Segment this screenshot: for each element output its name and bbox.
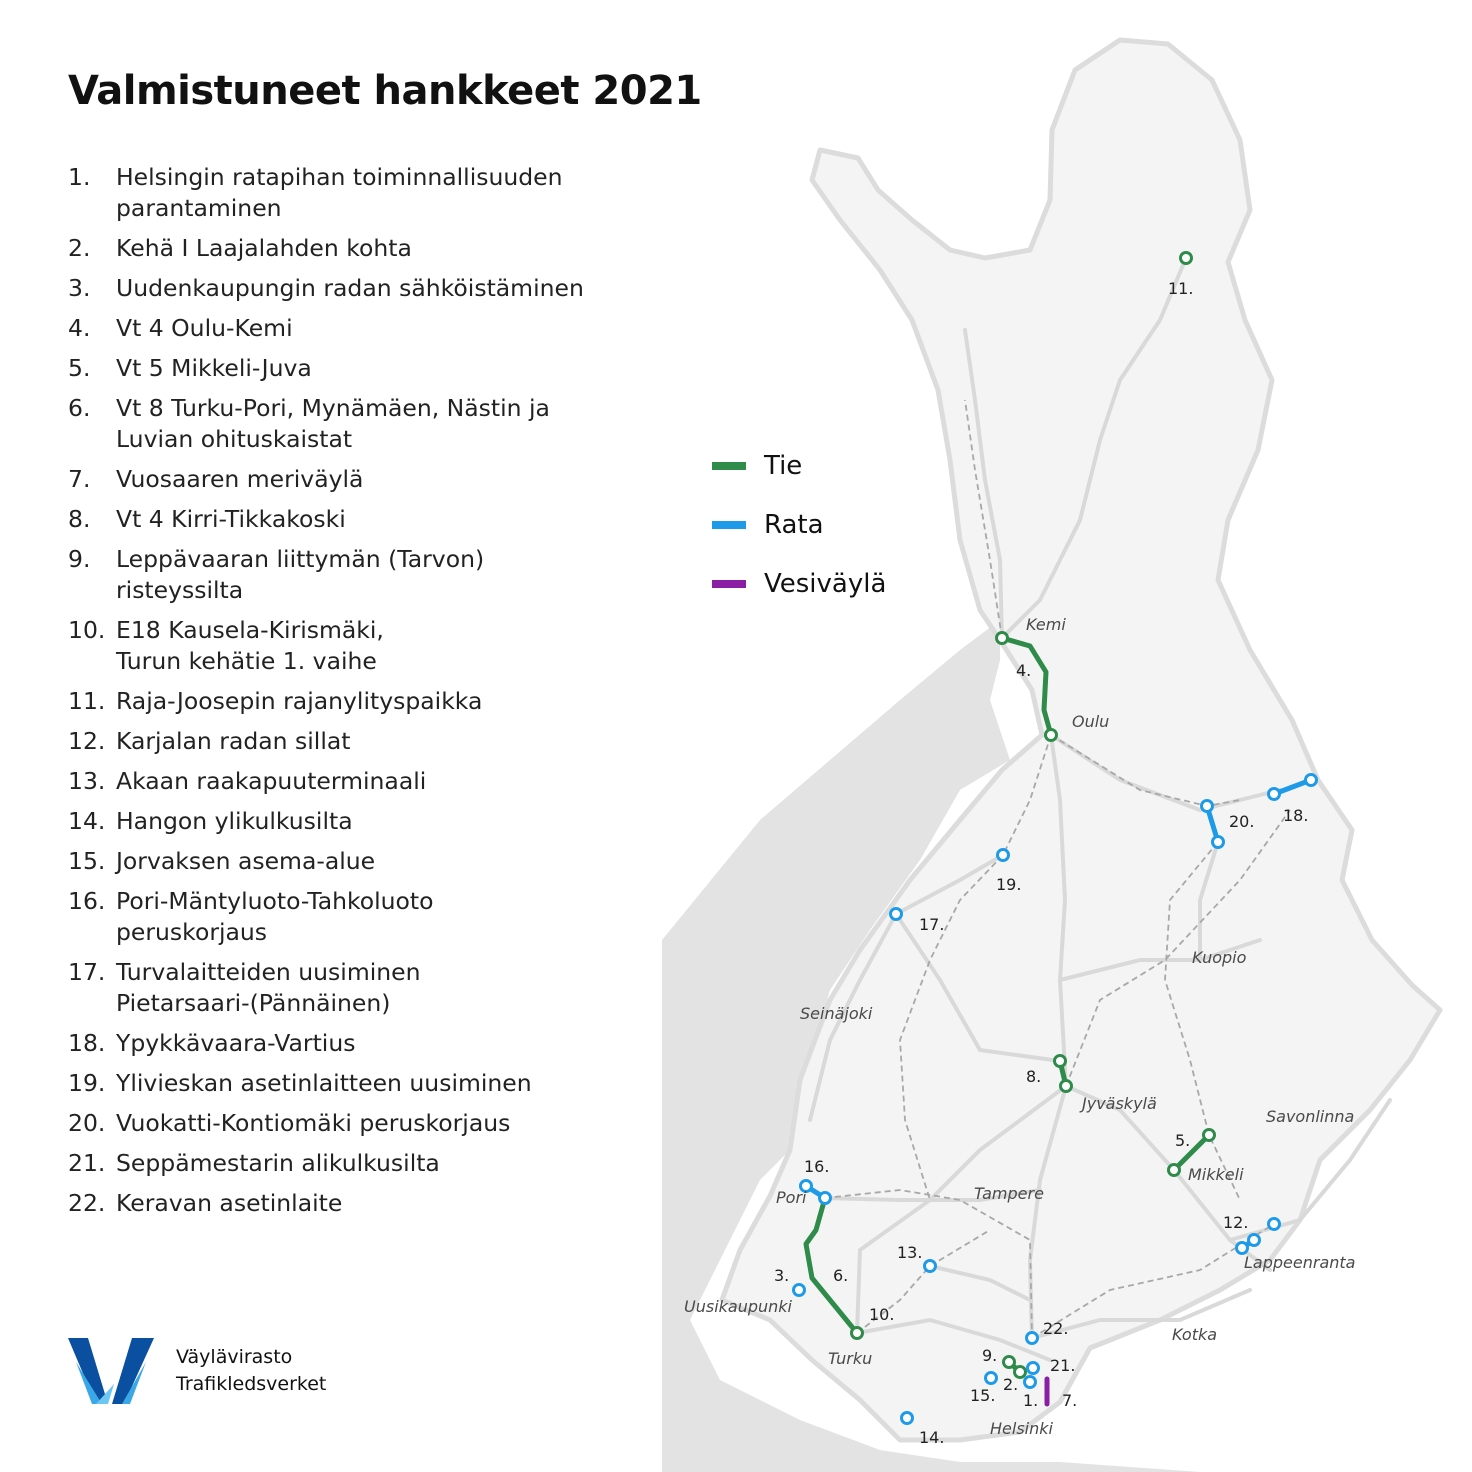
project-number: 12. [68,727,106,755]
project-name: Turvalaitteiden uusiminen Pietarsaari-(Pännäinen) [116,958,421,1017]
legend-swatch [712,580,746,588]
logo-name-fi: Väylävirasto [176,1346,293,1368]
project-item [68,726,628,757]
project-number-label: 13. [897,1243,923,1262]
project-number: 13. [68,767,106,795]
city-label: Uusikaupunki [684,1297,792,1316]
city-label: Pori [776,1188,807,1207]
project-name: Kehä I Laajalahden kohta [116,234,412,262]
tie-node [1204,1130,1215,1141]
project-number: 7. [68,465,91,493]
project-name: Karjalan radan sillat [116,727,351,755]
project-number-label: 17. [919,915,945,934]
rata-node [1249,1235,1260,1246]
project-number-label: 7. [1062,1391,1078,1410]
project-number: 15. [68,847,106,875]
project-item [68,273,628,304]
v-logo-icon [66,1336,156,1406]
rata-node [1028,1363,1039,1374]
city-label: Savonlinna [1266,1107,1355,1126]
rata-node [902,1413,913,1424]
project-name: Vuosaaren meriväylä [116,465,364,493]
project-number: 8. [68,505,91,533]
vaylavirasto-logo [66,1336,326,1406]
rata-node [1213,837,1224,848]
tie-node [997,633,1008,644]
tie-node [1046,730,1057,741]
project-item [68,544,628,606]
project-number: 9. [68,545,91,573]
project-number-label: 2. [1003,1375,1019,1394]
rata-node [1269,789,1280,800]
project-name: E18 Kausela-Kirismäki, Turun kehätie 1. vaihe [116,616,384,675]
project-number-label: 12. [1223,1213,1249,1232]
project-name: Keravan asetinlaite [116,1189,343,1217]
project-name: Helsingin ratapihan toiminnallisuuden parantaminen [116,163,563,222]
project-number-label: 19. [996,875,1022,894]
project-number-label: 3. [774,1266,790,1285]
map-legend [712,436,886,613]
project-item [68,886,628,948]
project-number-label: 5. [1175,1131,1191,1150]
project-number: 21. [68,1149,106,1177]
project-name: Vt 4 Oulu-Kemi [116,314,293,342]
legend-item [712,495,886,554]
rata-node [925,1261,936,1272]
project-item [68,504,628,535]
project-name: Seppämestarin alikulkusilta [116,1149,440,1177]
project-number-label: 8. [1026,1067,1042,1086]
project-number-label: 20. [1229,812,1255,831]
project-name: Pori-Mäntyluoto-Tahkoluoto peruskorjaus [116,887,434,946]
tie-node [1055,1056,1066,1067]
project-item [68,846,628,877]
project-item [68,1188,628,1219]
project-item [68,233,628,264]
tie-node [1169,1165,1180,1176]
project-number: 11. [68,687,106,715]
project-item [68,313,628,344]
city-label: Lappeenranta [1244,1253,1356,1272]
project-number: 6. [68,394,91,422]
project-number: 4. [68,314,91,342]
city-label: Seinäjoki [800,1004,873,1023]
project-name: Vt 8 Turku-Pori, Mynämäen, Nästin ja Luvian ohituskaistat [116,394,550,453]
city-label: Oulu [1072,712,1110,731]
project-item [68,353,628,384]
legend-label: Tie [764,450,803,481]
tie-node [1181,253,1192,264]
rata-node [891,909,902,920]
city-label: Tampere [974,1184,1044,1203]
city-label: Jyväskylä [1082,1094,1157,1113]
project-number-label: 6. [833,1266,849,1285]
logo-name-sv: Trafikledsverket [176,1373,327,1395]
legend-item [712,554,886,613]
project-name: Vuokatti-Kontiomäki peruskorjaus [116,1109,511,1137]
project-number: 22. [68,1189,106,1217]
project-number-label: 22. [1043,1319,1069,1338]
project-name: Jorvaksen asema-alue [116,847,376,875]
rata-node [1025,1377,1036,1388]
project-item [68,162,628,224]
legend-swatch [712,521,746,529]
project-number-label: 15. [970,1386,996,1405]
project-number: 10. [68,616,106,644]
project-number-label: 1. [1023,1391,1039,1410]
project-number: 17. [68,958,106,986]
page-title: Valmistuneet hankkeet 2021 [68,68,702,114]
project-item [68,464,628,495]
tie-node [1061,1081,1072,1092]
project-number-label: 10. [869,1305,895,1324]
project-name: Hangon ylikulkusilta [116,807,353,835]
rata-node [820,1193,831,1204]
project-item [68,615,628,677]
project-name: Raja-Joosepin rajanylityspaikka [116,687,483,715]
project-item [68,1148,628,1179]
tie-node [852,1328,863,1339]
project-item [68,806,628,837]
city-label: Kotka [1172,1325,1218,1344]
project-number: 2. [68,234,91,262]
project-number-label: 14. [919,1428,945,1447]
project-number-label: 9. [982,1346,998,1365]
project-name: Ylivieskan asetinlaitteen uusiminen [116,1069,532,1097]
city-label: Kemi [1026,615,1066,634]
project-number: 18. [68,1029,106,1057]
project-number-label: 11. [1168,279,1194,298]
legend-label: Rata [764,509,824,540]
rata-node [1027,1333,1038,1344]
rata-node [794,1285,805,1296]
project-name: Ypykkävaara-Vartius [116,1029,356,1057]
project-number-label: 16. [804,1157,830,1176]
rata-node [986,1373,997,1384]
project-list [68,162,628,1228]
project-number: 19. [68,1069,106,1097]
legend-swatch [712,462,746,470]
project-number-label: 4. [1016,661,1032,680]
city-label: Mikkeli [1188,1165,1244,1184]
project-name: Vt 5 Mikkeli-Juva [116,354,312,382]
project-number: 3. [68,274,91,302]
land-area [722,40,1440,1440]
project-item [68,686,628,717]
rata-node [1202,801,1213,812]
city-label: Kuopio [1192,948,1247,967]
rata-node [1269,1219,1280,1230]
rata-node [1306,775,1317,786]
project-number: 1. [68,163,91,191]
project-item [68,1068,628,1099]
legend-label: Vesiväylä [764,568,887,599]
project-item [68,1108,628,1139]
project-name: Uudenkaupungin radan sähköistäminen [116,274,584,302]
project-item [68,393,628,455]
project-name: Leppävaaran liittymän (Tarvon) risteyssilta [116,545,485,604]
rata-node [1237,1243,1248,1254]
project-name: Vt 4 Kirri-Tikkakoski [116,505,346,533]
city-label: Helsinki [990,1419,1053,1438]
project-number: 20. [68,1109,106,1137]
project-number-label: 18. [1283,806,1309,825]
rata-node [998,850,1009,861]
project-number: 5. [68,354,91,382]
city-label: Turku [828,1349,873,1368]
project-number: 16. [68,887,106,915]
project-item [68,766,628,797]
project-item [68,1028,628,1059]
project-item [68,957,628,1019]
tie-node [1004,1357,1015,1368]
project-number-label: 21. [1050,1356,1076,1375]
project-name: Akaan raakapuuterminaali [116,767,427,795]
project-number: 14. [68,807,106,835]
legend-item [712,436,886,495]
